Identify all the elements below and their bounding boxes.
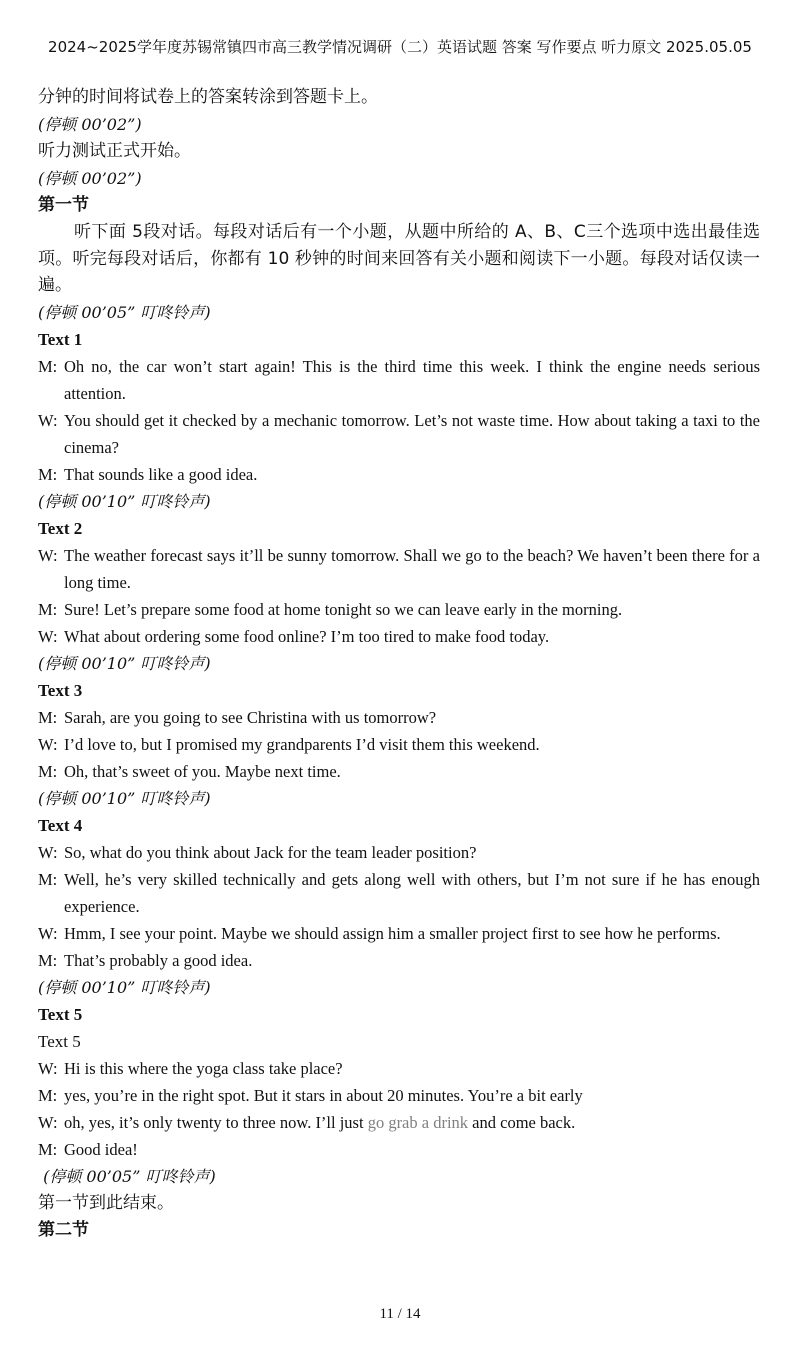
section-heading: 第一节: [38, 195, 89, 215]
pause-note: (停顿 00’10” 叮咚铃声): [38, 978, 211, 998]
speaker-label: M:: [38, 465, 58, 485]
dialog-line: [38, 839, 760, 866]
speaker-label: W:: [38, 735, 58, 755]
end-line: 第一节到此结束。: [38, 1193, 174, 1214]
pause-note: (停顿 00’10” 叮咚铃声): [38, 654, 211, 674]
dialog-text-highlight: go grab a drink: [367, 1113, 469, 1133]
pause-note: (停顿 00’05” 叮咚铃声): [38, 1167, 216, 1187]
dialog-text: Hi is this where the yoga class take place?: [64, 1059, 343, 1079]
dialog-line: [38, 407, 760, 461]
pause-note: (停顿 00’10” 叮咚铃声): [38, 492, 211, 512]
page-header: 2024~2025学年度苏锡常镇四市高三教学情况调研（二）英语试题 答案 写作要点 听力原文 2025.05.05: [48, 38, 752, 56]
speaker-label: W:: [38, 1113, 58, 1133]
dialog-text: Sarah, are you going to see Christina with us tomorrow?: [64, 708, 437, 728]
dialog-text: yes, you’re in the right spot. But it stars in about 20 minutes. You’re a bit early: [64, 1086, 583, 1106]
speaker-label: W:: [38, 627, 58, 647]
dialog-line: [38, 542, 760, 596]
text-title: Text 2: [38, 519, 83, 539]
dialog-line: [38, 353, 760, 407]
dialog-line: [38, 623, 760, 650]
dialog-text: I’d love to, but I promised my grandparents I’d visit them this weekend.: [64, 735, 540, 755]
dialog-line: [38, 1055, 760, 1082]
instructions-paragraph: 听下面 5段对话。每段对话后有一个小题，从题中所给的 A、B、C三个选项中选出最佳选项。听完每段对话后，你都有 10 秒钟的时间来回答有关小题和阅读下一小题。每段对话仅读一遍。: [38, 222, 760, 296]
speaker-label: M:: [38, 951, 58, 971]
dialog-text: and come back.: [468, 1113, 576, 1133]
dialog-text: Well, he’s very skilled technically and gets along well with others, but I’m not sure if he has enough experience.: [64, 870, 760, 917]
dialog-line: [38, 758, 760, 785]
dialog-line: [38, 866, 760, 920]
dialog-text: What about ordering some food online? I’m too tired to make food today.: [64, 627, 550, 647]
dialog-line: [38, 1136, 760, 1163]
pause-note: (停顿 00’02”): [38, 115, 142, 134]
dialog-text: That sounds like a good idea.: [64, 465, 258, 485]
pause-note: (停顿 00’10” 叮咚铃声): [38, 789, 211, 809]
text-title: Text 3: [38, 681, 83, 701]
dialog-text: Sure! Let’s prepare some food at home tonight so we can leave early in the morning.: [64, 600, 623, 620]
dialog-line: [38, 704, 760, 731]
speaker-label: W:: [38, 411, 58, 431]
intro-line: 分钟的时间将试卷上的答案转涂到答题卡上。: [38, 87, 378, 107]
dialog-text: Hmm, I see your point. Maybe we should assign him a smaller project first to see how he performs.: [64, 924, 721, 944]
speaker-label: M:: [38, 600, 58, 620]
speaker-label: M:: [38, 708, 58, 728]
speaker-label: M:: [38, 357, 58, 377]
dialog-line: [38, 947, 760, 974]
speaker-label: W:: [38, 843, 58, 863]
page-number: 11 / 14: [379, 1306, 421, 1322]
speaker-label: M:: [38, 1140, 58, 1160]
text-title: Text 4: [38, 816, 83, 836]
speaker-label: W:: [38, 1059, 58, 1079]
speaker-label: W:: [38, 546, 58, 566]
dialog-line: [38, 596, 760, 623]
document-body: [38, 84, 760, 1244]
speaker-label: M:: [38, 762, 58, 782]
dialog-text: Oh, that’s sweet of you. Maybe next time.: [64, 762, 341, 782]
dialog-text: Good idea!: [64, 1140, 138, 1160]
speaker-label: M:: [38, 870, 58, 890]
pause-note: (停顿 00’05” 叮咚铃声): [38, 303, 211, 323]
dialog-text: You should get it checked by a mechanic tomorrow. Let’s not waste time. How about taking a taxi to the cinema?: [64, 411, 760, 458]
speaker-label: W:: [38, 924, 58, 944]
dialog-text: That’s probably a good idea.: [64, 951, 253, 971]
dialog-text: The weather forecast says it’ll be sunny tomorrow. Shall we go to the beach? We haven’t been there for a long time.: [64, 546, 760, 593]
dialog-line: [38, 731, 760, 758]
text-subtitle: Text 5: [38, 1032, 81, 1052]
dialog-line: [38, 1109, 760, 1136]
dialog-text: oh, yes, it’s only twenty to three now. I’ll just: [64, 1113, 368, 1133]
text-title: Text 1: [38, 330, 83, 350]
pause-note: (停顿 00’02”): [38, 169, 142, 188]
dialog-text: So, what do you think about Jack for the team leader position?: [64, 843, 477, 863]
section-heading: 第二节: [38, 1220, 89, 1241]
dialog-text: Oh no, the car won’t start again! This is the third time this week. I think the engine needs serious attention.: [64, 357, 760, 404]
dialog-line: [38, 920, 760, 947]
dialog-line: [38, 461, 760, 488]
text-title: Text 5: [38, 1005, 83, 1025]
start-line: 听力测试正式开始。: [38, 141, 191, 161]
speaker-label: M:: [38, 1086, 58, 1106]
dialog-line: [38, 1082, 760, 1109]
